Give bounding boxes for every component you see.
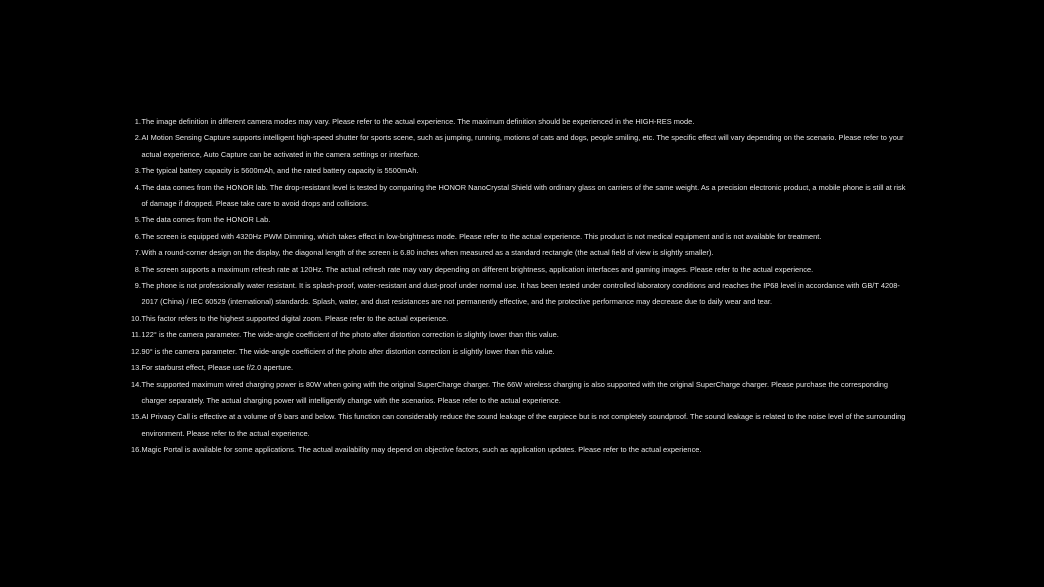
footnotes-list	[131, 114, 911, 459]
footnote-item	[131, 327, 911, 343]
footnote-text: The data comes from the HONOR lab. The drop-resistant level is tested by comparing the HONOR NanoCrystal Shield with ordinary glass on carriers of the same weight. As a precision electronic product, a mobile phone is still at risk of damage if dropped. Please take care to avoid drops and collisions.	[141, 182, 906, 209]
footnote-number: 7.	[134, 248, 141, 258]
footnote-number: 16.	[131, 445, 142, 455]
footnote-text: With a round-corner design on the display, the diagonal length of the screen is 6.80 inches when measured as a standard rectangle (the actual field of view is slightly smaller).	[141, 248, 714, 258]
footnote-number: 10.	[131, 313, 142, 323]
footnote-text: This factor refers to the highest supported digital zoom. Please refer to the actual experience.	[141, 313, 449, 323]
footnote-number: 11.	[131, 330, 141, 340]
footnote-number: 8.	[134, 264, 141, 274]
footnote-text: 122° is the camera parameter. The wide-angle coefficient of the photo after distortion correction is slightly lower than this value.	[141, 330, 559, 340]
footnote-text: Magic Portal is available for some applications. The actual availability may depend on objective factors, such as application updates. Please refer to the actual experience.	[141, 445, 702, 455]
footnote-text: The supported maximum wired charging power is 80W when going with the original SuperCharge charger. The 66W wireless charging is also supported with the original SuperCharge charger. Please purchase the corresponding charger separately. The actual charging power will intelligently change with the scenarios. Please refer to the actual experience.	[141, 379, 889, 405]
footnote-number: 5.	[134, 215, 141, 225]
footnote-item	[131, 212, 911, 228]
footnote-number: 6.	[134, 231, 141, 241]
footnote-text: The screen supports a maximum refresh rate at 120Hz. The actual refresh rate may vary depending on different brightness, application interfaces and gaming images. Please refer to the actual experience.	[141, 264, 814, 274]
footnote-text: For starburst effect, Please use f/2.0 aperture.	[141, 363, 294, 373]
footnote-number: 14.	[131, 379, 142, 389]
footnote-item	[131, 409, 911, 442]
footnote-number: 1.	[134, 117, 141, 126]
footnote-item	[131, 311, 911, 327]
footnote-item	[131, 114, 911, 130]
footnote-item	[131, 130, 911, 163]
footnote-item	[131, 278, 911, 311]
footnote-number: 4.	[134, 182, 141, 192]
footnote-item	[131, 163, 911, 179]
footnote-text: 90° is the camera parameter. The wide-angle coefficient of the photo after distortion correction is slightly lower than this value.	[141, 346, 555, 356]
footnote-text: The image definition in different camera modes may vary. Please refer to the actual experience. The maximum definition should be experienced in the HIGH-RES mode.	[141, 117, 695, 126]
footnote-text: The typical battery capacity is 5600mAh, and the rated battery capacity is 5500mAh.	[141, 166, 419, 176]
footnote-text: The phone is not professionally water resistant. It is splash-proof, water-resistant and dust-proof under normal use. It has been tested under controlled laboratory conditions and reaches the IP68 level in accordance with GB/T 4208-2017 (China) / IEC 60529 (international) standards. Splash, water, and dust resistances are not permanently effective, and the protective performance may decrease due to daily wear and tear.	[141, 281, 900, 307]
footnote-number: 2.	[134, 133, 141, 143]
footnote-number: 3.	[134, 166, 141, 176]
footnote-item	[131, 180, 911, 213]
footnote-item	[131, 442, 911, 458]
footnote-text: The data comes from the HONOR Lab.	[141, 215, 271, 225]
footnote-item	[131, 229, 911, 245]
footnote-number: 9.	[134, 281, 141, 291]
footnote-number: 13.	[131, 363, 142, 373]
footnote-item	[131, 245, 911, 261]
footnote-number: 15.	[131, 412, 142, 422]
footnote-item	[131, 344, 911, 360]
footnote-item	[131, 262, 911, 278]
footnote-number: 12.	[131, 346, 142, 356]
footnote-item	[131, 360, 911, 376]
footnote-item	[131, 377, 911, 410]
footnote-text: The screen is equipped with 4320Hz PWM Dimming, which takes effect in low-brightness mode. Please refer to the actual experience. This product is not medical equipment and is not available for treatment.	[141, 231, 822, 241]
footnote-text: AI Motion Sensing Capture supports intelligent high-speed shutter for sports scene, such as jumping, running, motions of cats and dogs, people smiling, etc. The specific effect will vary depending on the scenario. Please refer to your actual experience, Auto Capture can be activated in the camera settings or interface.	[141, 133, 904, 159]
footnote-text: AI Privacy Call is effective at a volume of 9 bars and below. This function can considerably reduce the sound leakage of the earpiece but is not completely soundproof. The sound leakage is related to the noise level of the surrounding environment. Please refer to the actual experience.	[141, 412, 906, 438]
